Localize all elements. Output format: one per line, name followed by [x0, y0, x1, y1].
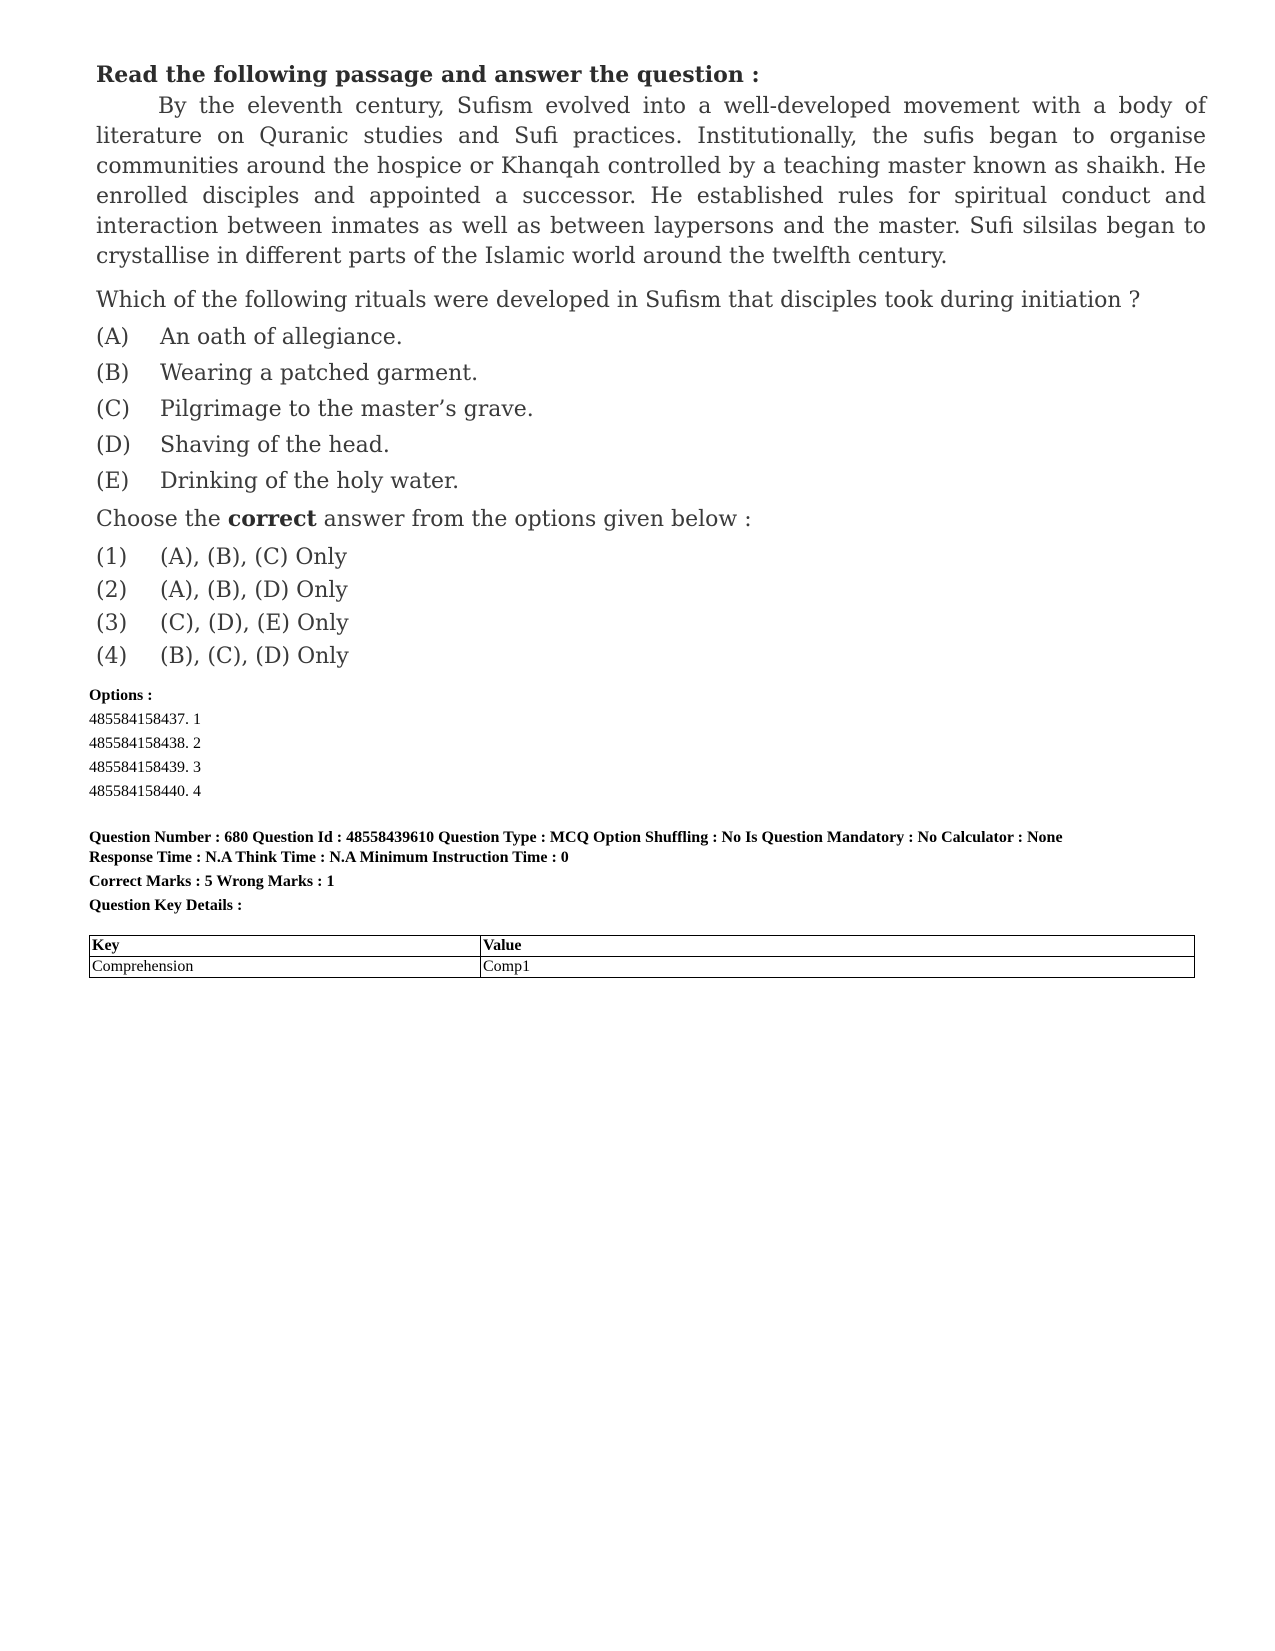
statement-text: Drinking of the holy water. [160, 469, 460, 494]
table-cell-value: Comp1 [481, 957, 1195, 978]
statement-label: (E) [96, 469, 130, 494]
option-2: 485584158438. 2 [89, 735, 201, 752]
option-1: 485584158437. 1 [89, 711, 201, 728]
marks-line: Correct Marks : 5 Wrong Marks : 1 [89, 873, 335, 890]
options-heading: Options : [89, 687, 153, 704]
statement-b [96, 356, 1206, 392]
statement-label: (C) [96, 397, 130, 422]
passage-text: By the eleventh century, Sufism evolved into a well-developed movement with a body of literature on Quranic studies and Sufi practices. Institutionally, the sufis began to organise communities around the hospice or Khanqah controlled by a teaching master known as shaikh. He enrolled disciples and appointed a successor. He established rules for spiritual conduct and interaction between inmates as well as between laypersons and the master. Sufi silsilas began to crystallise in different parts of the Islamic world around the twelfth century. [96, 94, 1206, 269]
statement-text: Pilgrimage to the master’s grave. [160, 397, 534, 422]
statement-text: Wearing a patched garment. [160, 361, 479, 386]
question-info-line2: Response Time : N.A Think Time : N.A Minimum Instruction Time : 0 [89, 849, 569, 866]
option-3: 485584158439. 3 [89, 759, 201, 776]
choose-post: answer from the options given below : [316, 507, 752, 532]
table-header-value: Value [481, 936, 1195, 957]
table-header-key: Key [90, 936, 481, 957]
table-header-row [90, 936, 1195, 957]
answer-2 [96, 574, 1206, 607]
answer-text: (A), (B), (C) Only [160, 545, 348, 570]
key-details-table [89, 935, 1195, 978]
choose-instruction [96, 504, 1206, 535]
question-image [96, 62, 1206, 673]
question-info-line1: Question Number : 680 Question Id : 48558439610 Question Type : MCQ Option Shuffling : No Is Question Mandatory : No Calculator : None [89, 829, 1063, 846]
table-cell-key: Comprehension [90, 957, 481, 978]
answer-text: (C), (D), (E) Only [160, 611, 349, 636]
answer-label: (1) [96, 545, 128, 570]
statement-label: (D) [96, 433, 131, 458]
question-text: Which of the following rituals were developed in Sufism that disciples took during initiation ? [96, 288, 1141, 313]
answer-3 [96, 607, 1206, 640]
statement-d [96, 428, 1206, 464]
statement-a [96, 320, 1206, 356]
statement-c [96, 392, 1206, 428]
choose-pre: Choose the [96, 507, 228, 532]
statement-label: (A) [96, 325, 130, 350]
statement-text: An oath of allegiance. [160, 325, 403, 350]
answer-text: (A), (B), (D) Only [160, 578, 348, 603]
answer-label: (4) [96, 644, 128, 669]
statement-label: (B) [96, 361, 130, 386]
answer-label: (2) [96, 578, 128, 603]
statement-e [96, 464, 1206, 500]
answer-4 [96, 640, 1206, 673]
passage-heading: Read the following passage and answer the question : [96, 62, 760, 88]
statement-text: Shaving of the head. [160, 433, 390, 458]
choose-bold: correct [227, 506, 317, 532]
answer-label: (3) [96, 611, 128, 636]
key-details-heading: Question Key Details : [89, 897, 243, 914]
answer-text: (B), (C), (D) Only [160, 644, 349, 669]
answer-1 [96, 541, 1206, 574]
option-4: 485584158440. 4 [89, 783, 201, 800]
question-meta [89, 684, 1189, 916]
table-row [90, 957, 1195, 978]
